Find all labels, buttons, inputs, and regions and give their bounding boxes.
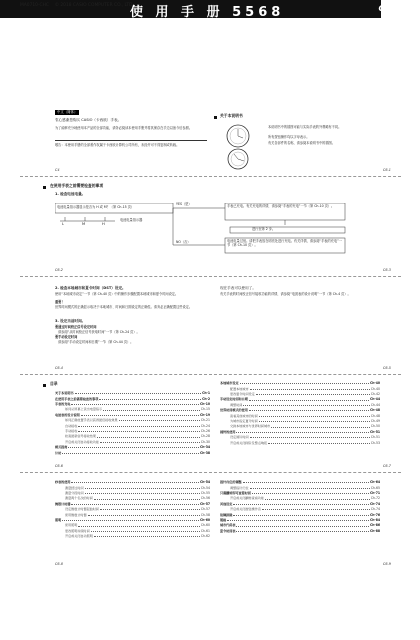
toc-entry[interactable] bbox=[55, 518, 210, 522]
toc-entry[interactable] bbox=[55, 445, 210, 449]
toc-leader-dots bbox=[97, 436, 200, 438]
page-divider bbox=[20, 176, 401, 177]
toc-leader-dots bbox=[71, 403, 198, 405]
toc-entry-page: Ch-74 bbox=[370, 507, 380, 512]
toc-entry[interactable] bbox=[220, 397, 380, 401]
toc-entry[interactable] bbox=[220, 485, 380, 489]
toc-entry-page: Ch-48 bbox=[370, 413, 380, 418]
no-label: NO（否） bbox=[176, 240, 191, 244]
page-number: C6-2 bbox=[55, 268, 63, 272]
page-number: C4 bbox=[55, 168, 60, 172]
brand-logo: CASIO. bbox=[378, 4, 412, 13]
toc-entry-page: Ch-42 bbox=[370, 391, 380, 396]
toc-entry[interactable] bbox=[220, 518, 380, 522]
step-1-title: 1. 检查电池电量。 bbox=[55, 192, 86, 196]
toc-entry-page: Ch-71 bbox=[369, 490, 380, 495]
low-battery-box-text: 电池电量过低。请把手表放在明亮处进行充电。有关详情，请参阅“手表的充电”一节（第 Ch-10 页）。 bbox=[227, 239, 342, 248]
important-label: 重要！ bbox=[55, 300, 65, 304]
toc-entry-label: 自动接收 bbox=[65, 423, 78, 428]
toc-entry-label: 城市代码表 bbox=[220, 523, 236, 528]
level-low: L bbox=[62, 222, 65, 226]
about-bullet-1: 本说明书中的插图可能与实际手表的外观略有不同。 bbox=[268, 125, 342, 129]
set-manually-title: 要手动设定时间 bbox=[55, 335, 78, 339]
toc-leader-dots bbox=[259, 415, 370, 417]
toc-entry[interactable] bbox=[55, 413, 210, 417]
toc-entry-label: 电波表的设计说明 bbox=[55, 412, 80, 417]
toc-entry-page: Ch-58 bbox=[200, 512, 210, 517]
toc-leader-dots bbox=[233, 503, 369, 505]
toc-entry-label: 计时 bbox=[55, 450, 62, 455]
toc-entry[interactable] bbox=[220, 502, 380, 506]
toc-entry-page: Ch-61 bbox=[200, 528, 210, 533]
toc-entry-label: 测量分段时间 bbox=[65, 490, 84, 495]
toc-entry-page: Ch-57 bbox=[199, 501, 210, 506]
toc-leader-dots bbox=[99, 398, 201, 400]
toc-leader-dots bbox=[252, 492, 369, 494]
go-next-text: 进行至第 2 步。 bbox=[252, 227, 276, 231]
toc-leader-dots bbox=[259, 420, 370, 422]
toc-entry-page: Ch-15 bbox=[200, 407, 210, 412]
toc-leader-dots bbox=[91, 530, 200, 532]
toc-entry-page: Ch-54 bbox=[199, 480, 210, 485]
toc-entry-label: 指针归位的调整 bbox=[220, 480, 242, 485]
set-by-signal-text: 请参阅“从时间校正信号获取时间”一节（第 Ch-24 页）。 bbox=[58, 330, 140, 334]
toc-leader-dots bbox=[78, 430, 199, 432]
toc-entry-label: 为城市指定夏令时间 bbox=[230, 418, 258, 423]
page-number: C6-7 bbox=[383, 464, 391, 468]
toc-entry-label: 配置本地城市 bbox=[230, 386, 249, 391]
toc-leader-dots bbox=[268, 442, 370, 444]
toc-leader-dots bbox=[119, 419, 200, 421]
copyright: © 2018 CASIO COMPUTER CO., LTD. bbox=[54, 3, 134, 8]
toc-leader-dots bbox=[103, 409, 200, 411]
toc-leader-dots bbox=[94, 535, 200, 537]
toc-leader-dots bbox=[100, 441, 200, 443]
toc-entry-label: 开启或关闭自动照明 bbox=[65, 534, 93, 539]
battery-question: 电池电量指示器显示是否为 H 或 M？（第 Ch-15 页） bbox=[57, 205, 135, 209]
toc-entry-label: 如何从屏幕上读出电量指示 bbox=[65, 407, 103, 412]
toc-entry-label: 更改照明持续时间 bbox=[65, 528, 90, 533]
toc-entry[interactable] bbox=[55, 450, 210, 454]
toc-entry[interactable] bbox=[220, 413, 380, 417]
yes-label: YES（是） bbox=[176, 202, 192, 206]
toc-entry-label: 设定闹铃时间 bbox=[230, 435, 249, 440]
toc-entry-page: Ch-53 bbox=[370, 440, 380, 445]
toc-entry-page: Ch-88 bbox=[369, 528, 380, 533]
toc-entry-label: 本地城市设定 bbox=[220, 381, 239, 386]
toc-leader-dots bbox=[85, 492, 200, 494]
toc-entry[interactable] bbox=[55, 485, 210, 489]
toc-leader-dots bbox=[250, 388, 370, 390]
toc-entry-label: 在使用手表之前需要检查的事项 bbox=[55, 396, 99, 401]
toc-entry[interactable] bbox=[220, 507, 380, 511]
checks-title: 在使用手表之前需要检查的事项 bbox=[50, 183, 104, 188]
toc-leader-dots bbox=[78, 425, 199, 427]
toc-leader-dots bbox=[250, 436, 370, 438]
watch-illustration bbox=[218, 121, 266, 171]
toc-entry-page: Ch-10 bbox=[199, 401, 210, 406]
toc-entry[interactable] bbox=[55, 534, 210, 538]
toc-entry-label: 夏令时间表 bbox=[220, 528, 236, 533]
toc-entry-label: 更改夏令时间设定 bbox=[230, 391, 255, 396]
ready-bullet: 有关手表的时间校正信号接收功能的详情，请参阅“电波表的设计说明”一节（第 Ch-4 页）。 bbox=[220, 292, 351, 296]
toc-entry-page: Ch-60 bbox=[199, 517, 210, 522]
about-bullet-3: 有关各部件的名称，请参阅本说明书中的插图。 bbox=[268, 141, 335, 145]
toc-entry-label: 倒数计时器 bbox=[55, 501, 71, 506]
toc-entry[interactable] bbox=[55, 480, 210, 484]
toc-entry[interactable] bbox=[220, 403, 380, 407]
set-by-signal-title: 要通过时间校正信号设定时间 bbox=[55, 325, 97, 329]
toc-entry-label: 查看其他城市的时间 bbox=[230, 413, 258, 418]
toc-entry[interactable] bbox=[55, 396, 210, 400]
step-2-title: 2. 检查本地城市和夏令时间（DST）设定。 bbox=[55, 286, 126, 290]
toc-leader-dots bbox=[88, 514, 200, 516]
toc-entry[interactable] bbox=[55, 496, 210, 500]
toc-leader-dots bbox=[236, 431, 368, 433]
toc-entry[interactable] bbox=[55, 429, 210, 433]
toc-entry-label: 检查最新信号接收结果 bbox=[65, 434, 96, 439]
page-number: C6-8 bbox=[55, 562, 63, 566]
toc-leader-dots bbox=[233, 514, 369, 516]
toc-leader-dots bbox=[78, 525, 199, 527]
toc-entry-label: 开启或关闭自动接收功能 bbox=[65, 439, 100, 444]
page-title: 使 用 手 册 5568 bbox=[130, 5, 285, 20]
toc-entry-label: 其他设定 bbox=[220, 501, 233, 506]
toc-entry-label: 使用照明 bbox=[65, 523, 78, 528]
toc-leader-dots bbox=[243, 481, 369, 483]
copyright-notice: 敬告：本使用手册的全部著作权属于卡西欧计算机公司所有，未经许可不得复制或转载。 bbox=[55, 140, 207, 147]
toc-entry[interactable] bbox=[220, 512, 380, 516]
toc-entry[interactable] bbox=[220, 424, 380, 428]
toc-entry-page: Ch-60 bbox=[200, 523, 210, 528]
indicator-label: 电池电量指示器 bbox=[120, 218, 143, 222]
toc-entry[interactable] bbox=[55, 529, 210, 533]
toc-leader-dots bbox=[240, 382, 369, 384]
toc-entry-page: Ch-74 bbox=[369, 501, 380, 506]
toc-leader-dots bbox=[62, 519, 199, 521]
toc-title: 目录 bbox=[50, 381, 58, 386]
toc-entry-page: Ch-51 bbox=[369, 429, 380, 434]
toc-entry-page: Ch-49 bbox=[370, 418, 380, 423]
toc-leader-dots bbox=[71, 503, 198, 505]
section-marker bbox=[43, 186, 46, 189]
toc-entry-page: Ch-64 bbox=[369, 480, 380, 485]
page-divider bbox=[20, 374, 401, 375]
page-divider bbox=[20, 472, 401, 473]
ready-text: 现在手表可以使用了。 bbox=[220, 286, 256, 290]
toc-entry-label: 测量两个名次的时间 bbox=[65, 496, 93, 501]
toc-entry-label: 调整指针归位 bbox=[230, 485, 249, 490]
toc-entry-page: Ch-38 bbox=[199, 450, 210, 455]
toc-leader-dots bbox=[81, 414, 199, 416]
toc-entry[interactable] bbox=[220, 440, 380, 444]
toc-entry-label: 设定倒数计时器起始时间 bbox=[65, 507, 100, 512]
toc-entry-page: Ch-50 bbox=[370, 424, 380, 429]
toc-entry-page: Ch-62 bbox=[200, 534, 210, 539]
toc-leader-dots bbox=[227, 519, 369, 521]
toc-entry[interactable] bbox=[55, 523, 210, 527]
toc-leader-dots bbox=[94, 498, 200, 500]
toc-entry-label: 测量经过时间 bbox=[65, 485, 84, 490]
toc-entry-page: Ch-1 bbox=[202, 391, 210, 396]
page-divider bbox=[20, 276, 401, 277]
toc-entry[interactable] bbox=[55, 507, 210, 511]
toc-entry-page: Ch-19 bbox=[199, 412, 210, 417]
page-number: C6-3 bbox=[383, 268, 391, 272]
toc-entry-label: 故障排除 bbox=[220, 512, 233, 517]
toc-leader-dots bbox=[100, 508, 200, 510]
page-number: C6-6 bbox=[55, 464, 63, 468]
toc-entry-label: 如何正确放置手表以获得最佳接收效果 bbox=[65, 418, 118, 423]
toc-leader-dots bbox=[271, 426, 370, 428]
toc-entry-label: 秒表的使用 bbox=[55, 480, 71, 485]
toc-entry[interactable] bbox=[55, 391, 210, 395]
document-header bbox=[20, 3, 134, 8]
toc-entry[interactable] bbox=[220, 419, 380, 423]
toc-entry-label: 交换本地城市与世界时间城市 bbox=[230, 424, 271, 429]
toc-entry-page: Ch-86 bbox=[369, 523, 380, 528]
toc-entry-page: Ch-26 bbox=[200, 428, 210, 433]
toc-entry[interactable] bbox=[55, 402, 210, 406]
toc-leader-dots bbox=[249, 409, 369, 411]
section-marker bbox=[214, 116, 217, 119]
important-text: 世界时间模式的正确显示取决于本地城市、时间和日期设定的正确性。请务必正确配置这些设定。 bbox=[55, 305, 193, 309]
toc-leader-dots bbox=[75, 392, 202, 394]
model-code: MA0710-CHC bbox=[20, 3, 49, 8]
toc-entry[interactable] bbox=[55, 502, 210, 506]
battery-check-flowchart bbox=[55, 203, 395, 259]
set-manually-text: 请参阅“手动设定时间和日期”一节（第 Ch-44 页）。 bbox=[58, 340, 134, 344]
toc-entry-page: Ch-44 bbox=[370, 402, 380, 407]
toc-entry-page: Ch-44 bbox=[369, 397, 380, 402]
toc-entry-page: Ch-72 bbox=[370, 496, 380, 501]
toc-leader-dots bbox=[71, 481, 198, 483]
toc-entry-label: 只需翻转即可查看时间 bbox=[220, 490, 251, 495]
toc-entry-page: Ch-84 bbox=[369, 517, 380, 522]
toc-entry-page: Ch-30 bbox=[200, 439, 210, 444]
toc-entry[interactable] bbox=[220, 386, 380, 390]
toc-leader-dots bbox=[236, 530, 368, 532]
toc-leader-dots bbox=[256, 393, 370, 395]
toc-entry-page: Ch-56 bbox=[200, 496, 210, 501]
toc-entry-label: 开启或关闭闹铃及整点响报 bbox=[230, 440, 268, 445]
toc-leader-dots bbox=[62, 452, 199, 454]
toc-entry-page: Ch-65 bbox=[370, 485, 380, 490]
step-2-text: 使用“本地城市设定”一节（第 Ch-40 页）中的操作步骤配置本地城市和夏令时间设定。 bbox=[55, 292, 179, 296]
toc-entry[interactable] bbox=[220, 392, 380, 396]
page-number: C6-9 bbox=[383, 562, 391, 566]
toc-entry-label: 照明 bbox=[55, 517, 62, 522]
toc-entry[interactable] bbox=[55, 407, 210, 411]
toc-entry[interactable] bbox=[55, 491, 210, 495]
toc-entry-label: 开启或关闭按钮操作音 bbox=[230, 507, 261, 512]
toc-entry-label: 手表的充电 bbox=[55, 401, 71, 406]
toc-entry[interactable] bbox=[55, 423, 210, 427]
toc-entry-page: Ch-28 bbox=[200, 434, 210, 439]
toc-entry[interactable] bbox=[220, 480, 380, 484]
about-title: 关于本说明书 bbox=[220, 113, 243, 118]
toc-leader-dots bbox=[236, 525, 368, 527]
toc-leader-dots bbox=[265, 498, 370, 500]
toc-entry-label: 闹铃的使用 bbox=[220, 429, 236, 434]
toc-entry[interactable] bbox=[220, 491, 380, 495]
about-bullet-2: 所有按钮操作均以字母表示。 bbox=[268, 135, 310, 139]
toc-entry[interactable] bbox=[55, 440, 210, 444]
toc-entry[interactable] bbox=[220, 408, 380, 412]
toc-entry[interactable] bbox=[55, 434, 210, 438]
level-medium: M bbox=[82, 222, 86, 226]
toc-leader-dots bbox=[262, 508, 370, 510]
toc-entry-page: Ch-40 bbox=[370, 386, 380, 391]
toc-leader-dots bbox=[85, 487, 200, 489]
toc-entry-label: 规格 bbox=[220, 517, 227, 522]
charged-box-text: 手表已充电。有关充电的详情，请参阅“手表的充电”一节（第 Ch-10 页）。 bbox=[227, 204, 335, 208]
step-3-title: 3. 设定当前时间。 bbox=[55, 319, 86, 323]
toc-entry-page: Ch-54 bbox=[200, 485, 210, 490]
toc-entry-label: 世界时间模式的使用 bbox=[220, 408, 248, 413]
toc-entry-page: Ch-48 bbox=[369, 408, 380, 413]
language-label: 中文（简体） bbox=[57, 110, 78, 114]
section-marker bbox=[43, 384, 46, 387]
toc-entry[interactable] bbox=[220, 435, 380, 439]
toc-entry-page: Ch-2 bbox=[202, 396, 210, 401]
toc-entry-page: Ch-34 bbox=[199, 445, 210, 450]
toc-entry-page: Ch-55 bbox=[200, 490, 210, 495]
toc-entry-label: 使用倒数计时器 bbox=[65, 512, 87, 517]
toc-entry[interactable] bbox=[220, 529, 380, 533]
toc-entry-label: 开启或关闭翻转查看功能 bbox=[230, 496, 265, 501]
toc-entry-label: 手动接收 bbox=[65, 428, 78, 433]
toc-entry-page: Ch-76 bbox=[369, 512, 380, 517]
toc-entry[interactable] bbox=[220, 523, 380, 527]
toc-entry-page: Ch-51 bbox=[370, 435, 380, 440]
toc-entry-label: 调整时间 bbox=[230, 402, 243, 407]
toc-leader-dots bbox=[68, 446, 199, 448]
toc-entry[interactable] bbox=[220, 496, 380, 500]
toc-leader-dots bbox=[250, 487, 370, 489]
toc-entry[interactable] bbox=[220, 381, 380, 385]
toc-leader-dots bbox=[243, 404, 369, 406]
page-number: C6-5 bbox=[383, 366, 391, 370]
toc-entry-page: Ch-21 bbox=[200, 418, 210, 423]
toc-entry-page: Ch-40 bbox=[369, 381, 380, 386]
toc-entry-page: Ch-24 bbox=[200, 423, 210, 428]
toc-entry[interactable] bbox=[220, 430, 380, 434]
toc-leader-dots bbox=[249, 399, 369, 401]
toc-entry-label: 手动设定时间和日期 bbox=[220, 397, 248, 402]
intro-paragraph: 为了能够充分地使用本产品的全部功能，请务必阅读本使用手册并将其保存在手边以备今后参照。 bbox=[55, 126, 193, 130]
page-number: C6-1 bbox=[383, 168, 391, 172]
intro-greeting: 衷心感谢您购买 CASIO（卡西欧）手表。 bbox=[55, 118, 122, 122]
page-number: C6-4 bbox=[55, 366, 63, 370]
toc-entry-page: Ch-57 bbox=[200, 507, 210, 512]
toc-entry[interactable] bbox=[55, 418, 210, 422]
toc-entry[interactable] bbox=[55, 512, 210, 516]
toc-entry-label: 模式指南 bbox=[55, 445, 68, 450]
toc-entry-label: 关于本说明书 bbox=[55, 391, 74, 396]
level-high: H bbox=[102, 222, 105, 226]
